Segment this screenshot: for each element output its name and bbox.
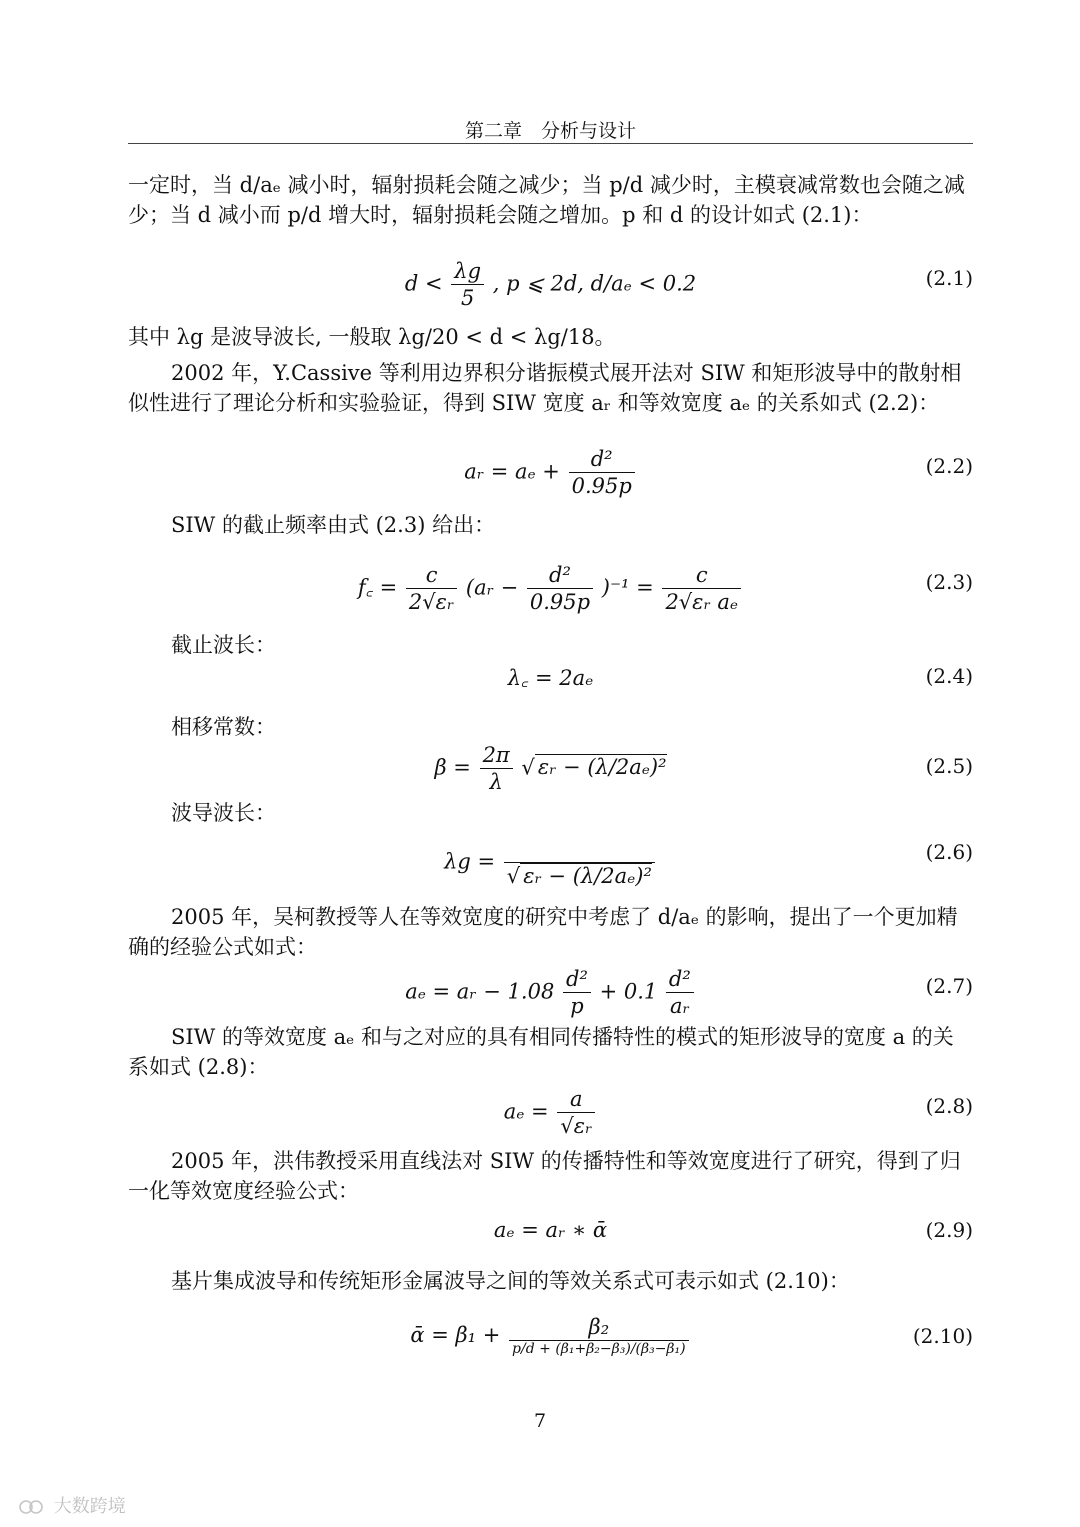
paragraph-11: 基片集成波导和传统矩形金属波导之间的等效关系式可表示如式 (2.10)：	[171, 1269, 850, 1293]
eq-2-1-fraction	[451, 258, 484, 312]
paragraph-10: 2005 年，洪伟教授采用直线法对 SIW 的传播特性和等效宽度进行了研究，得到了归一化等效宽度经验公式：	[128, 1149, 961, 1203]
equation-2-8	[128, 1086, 973, 1139]
watermark-logo-icon	[18, 1497, 44, 1517]
equation-number-2-2: (2.2)	[925, 454, 973, 478]
eq-2-2-den: 0.95p	[569, 472, 635, 499]
watermark	[18, 1492, 126, 1518]
equation-number-2-1: (2.1)	[925, 266, 973, 290]
eq-2-7-den-2: aᵣ	[666, 992, 694, 1019]
equation-number-2-6: (2.6)	[925, 840, 973, 864]
eq-2-5-radical-sign: √	[521, 755, 535, 780]
eq-2-8-num: a	[570, 1087, 583, 1111]
eq-2-2-fraction	[569, 446, 635, 500]
eq-2-6-num-empty	[504, 836, 655, 862]
eq-2-5-num: 2π	[482, 743, 510, 767]
eq-2-6-lhs: λg =	[444, 849, 496, 874]
eq-2-3-den-1: 2√εᵣ	[406, 588, 457, 615]
eq-2-10-lhs: ᾱ = β₁ +	[410, 1322, 501, 1347]
paragraph-7: 波导波长：	[171, 801, 276, 825]
equation-2-1	[128, 258, 973, 311]
eq-2-5-fraction	[480, 742, 513, 796]
equation-number-2-8: (2.8)	[925, 1094, 973, 1118]
eq-2-7-num-2: d²	[668, 967, 691, 991]
equation-2-9	[128, 1218, 973, 1258]
equation-2-4	[128, 664, 973, 704]
eq-2-10-den: p/d + (β₁+β₂−β₃)/(β₃−β₁)	[509, 1340, 689, 1359]
equation-number-2-5: (2.5)	[925, 754, 973, 778]
eq-2-1-num: λg	[454, 259, 482, 283]
paragraph-5: 截止波长：	[171, 633, 276, 657]
eq-2-1-lhs: d <	[404, 271, 443, 296]
eq-2-3-mid-2: )⁻¹ =	[601, 575, 654, 600]
eq-2-6-radicand: εᵣ − (λ/2aₑ)²	[520, 863, 652, 888]
eq-2-6-den: √ εᵣ − (λ/2aₑ)²	[504, 862, 655, 889]
eq-2-3-den-3: 2√εᵣ aₑ	[662, 588, 741, 615]
paragraph-1: 一定时，当 d/aₑ 减小时，辐射损耗会随之减少；当 p/d 减少时，主模衰减常数也会随之减少；当 d 减小而 p/d 增大时，辐射损耗会随之增加。p 和 d 的设计如式 (2.1)：	[128, 173, 965, 227]
eq-2-2-num: d²	[590, 447, 613, 471]
running-header: 第二章 分析与设计	[464, 120, 636, 142]
equation-number-2-3: (2.3)	[925, 570, 973, 594]
eq-2-3-num-1: c	[425, 563, 438, 587]
eq-2-3-den-2: 0.95p	[527, 588, 593, 615]
eq-2-3-mid: (aᵣ −	[465, 575, 519, 600]
eq-2-7-fraction-1	[563, 966, 591, 1020]
page-number: 7	[533, 1410, 547, 1432]
eq-2-8-den: √εᵣ	[557, 1112, 595, 1139]
equation-2-2	[128, 446, 973, 499]
eq-2-5-radicand: εᵣ − (λ/2aₑ)²	[535, 754, 667, 779]
eq-2-3-fraction-2	[527, 562, 593, 616]
eq-2-5-lhs: β =	[434, 755, 471, 780]
header-rule	[128, 143, 973, 144]
equation-number-2-7: (2.7)	[925, 974, 973, 998]
eq-2-8-fraction	[557, 1086, 595, 1140]
eq-2-3-num-3: c	[695, 563, 708, 587]
equation-number-2-4: (2.4)	[925, 664, 973, 688]
equation-2-7	[128, 966, 973, 1019]
eq-2-7-num-1: d²	[566, 967, 588, 991]
paragraph-8: 2005 年，吴柯教授等人在等效宽度的研究中考虑了 d/aₑ 的影响，提出了一个更加精确的经验公式如式：	[128, 905, 958, 959]
eq-2-4-body: λ꜀ = 2aₑ	[507, 666, 594, 690]
eq-2-7-fraction-2	[666, 966, 694, 1020]
eq-2-2-lhs: aᵣ = aₑ +	[464, 459, 560, 484]
eq-2-3-num-2: d²	[549, 563, 571, 587]
eq-2-3-fraction-3	[662, 562, 741, 616]
equation-2-6	[128, 836, 973, 889]
eq-2-9-body: aₑ = aᵣ ∗ ᾱ	[493, 1218, 608, 1242]
equation-2-5	[128, 742, 973, 795]
eq-2-8-lhs: aₑ =	[503, 1099, 549, 1124]
equation-2-3	[128, 562, 973, 615]
equation-2-10	[128, 1314, 973, 1358]
paragraph-9: SIW 的等效宽度 aₑ 和与之对应的具有相同传播特性的模式的矩形波导的宽度 a 的关系如式 (2.8)：	[128, 1025, 954, 1079]
paragraph-2: 其中 λg 是波导波长, 一般取 λg/20 < d < λg/18。	[128, 325, 616, 349]
equation-number-2-10: (2.10)	[912, 1324, 973, 1348]
eq-2-7-den-1: p	[563, 992, 591, 1019]
eq-2-10-fraction	[509, 1314, 689, 1359]
equation-number-2-9: (2.9)	[925, 1218, 973, 1242]
watermark-text: 大数跨境	[53, 1496, 126, 1517]
eq-2-10-num: β₂	[588, 1315, 610, 1339]
eq-2-7-lhs: aₑ = aᵣ − 1.08	[405, 979, 555, 1004]
paragraph-4: SIW 的截止频率由式 (2.3) 给出：	[171, 513, 496, 537]
eq-2-6-fraction	[504, 836, 655, 890]
eq-2-1-rhs: , p ⩽ 2d, d/aₑ < 0.2	[492, 271, 697, 296]
paragraph-3: 2002 年，Y.Cassive 等利用边界积分谐振模式展开法对 SIW 和矩形波导中的散射相似性进行了理论分析和实验验证，得到 SIW 宽度 aᵣ 和等效宽度 aₑ 的关系如式 (2.2)：	[128, 361, 962, 415]
paragraph-6: 相移常数：	[171, 715, 276, 739]
eq-2-1-den: 5	[451, 284, 484, 311]
eq-2-5-den: λ	[480, 768, 513, 795]
eq-2-3-fraction-1	[406, 562, 457, 616]
eq-2-3-lhs: f꜀ =	[357, 575, 398, 600]
eq-2-7-mid: + 0.1	[599, 979, 658, 1004]
